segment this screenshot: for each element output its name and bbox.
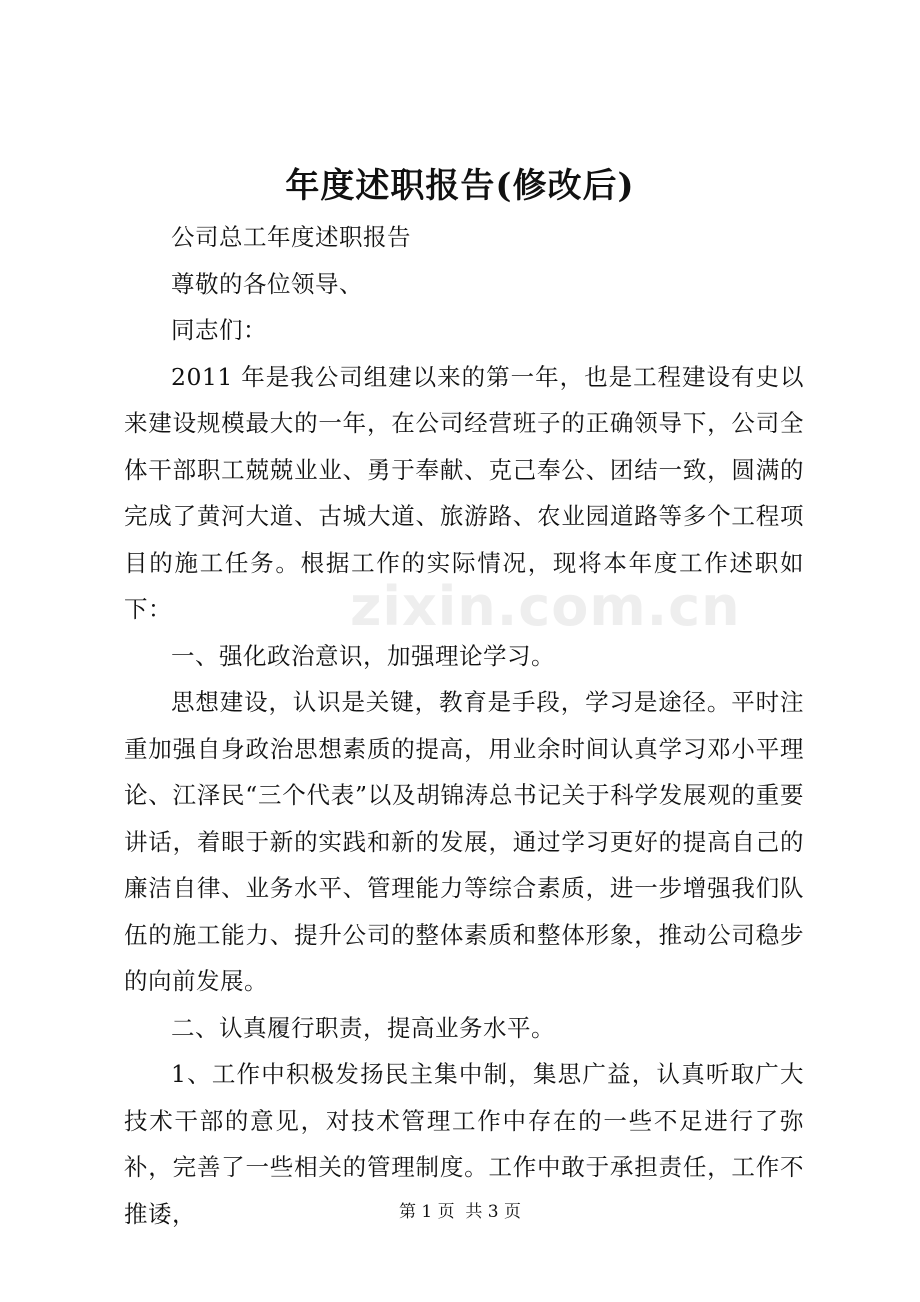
- document-body: [124, 214, 804, 1237]
- paragraph-subtitle: 公司总工年度述职报告: [171, 223, 411, 251]
- document-title: 年度述职报告(修改后): [285, 166, 635, 206]
- watermark: zixin.com.cn: [350, 575, 741, 638]
- paragraph-intro: 2011 年是我公司组建以来的第一年，也是工程建设有史以来建设规模最大的一年，在公司经营班子的正确领导下，公司全体干部职工兢兢业业、勇于奉献、克己奉公、团结一致，圆满的完成了黄河大道、古城大道、旅游路、农业园道路等多个工程项目的施工任务。根据工作的实际情况，现将本年度工作述职如下：: [124, 362, 804, 623]
- section-heading-1: 一、强化政治意识，加强理论学习。: [171, 641, 555, 670]
- section-heading-2: 二、认真履行职责，提高业务水平。: [171, 1013, 555, 1042]
- paragraph-salutation-1: 尊敬的各位领导、: [171, 269, 363, 298]
- paragraph-section-2: 1、工作中积极发扬民主集中制，集思广益，认真听取广大技术干部的意见，对技术管理工作中存在的一些不足进行了弥补，完善了一些相关的管理制度。工作中敢于承担责任，工作不推诿，: [124, 1060, 804, 1228]
- page-number-label: 第 1 页 共 3 页: [398, 1202, 522, 1222]
- paragraph-salutation-2: 同志们：: [171, 316, 267, 344]
- paragraph-section-1: 思想建设，认识是关键，教育是手段，学习是途径。平时注重加强自身政治思想素质的提高，用业余时间认真学习邓小平理论、江泽民“三个代表”以及胡锦涛总书记关于科学发展观的重要讲话，着眼于新的实践和新的发展，通过学习更好的提高自己的廉洁自律、业务水平、管理能力等综合素质，进一步增强我们队伍的施工能力、提升公司的整体素质和整体形象，推动公司稳步的向前发展。: [124, 688, 804, 995]
